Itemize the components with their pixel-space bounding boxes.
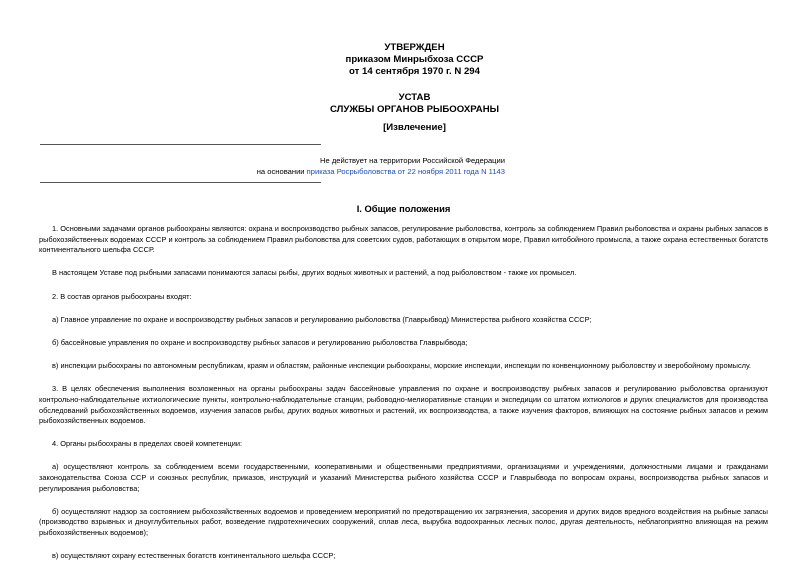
notice-prefix: на основании (256, 167, 307, 176)
paragraph: 4. Органы рыбоохраны в пределах своей компетенции: (52, 439, 243, 449)
paragraph: 3. В целях обеспечения выполнения возложенных на органы рыбоохраны задач бассейновые управления по охране и воспроизводству рыбных запасов и регулированию рыболовства организуют контрольно-наблюдательные ихтиологические пункты, контрольно-наблюдательные станции, рыбоводно-мелиоративные станции и экспедиции со штатом ихтиологов и других специалистов для производства обследований рыбохозяйственных водоемов, изучения запасов рыбы, других водных животных и растений, их воспроизводства, а также изучения факторов, влияющих на состояние рыбных запасов и режим рыбохозяйственных водоемов. (39, 384, 768, 426)
paragraph: в) осуществляют охрану естественных богатств континентального шельфа СССР; (52, 551, 336, 561)
paragraph: 1. Основными задачами органов рыбоохраны являются: охрана и воспроизводство рыбных запасов, регулирование рыболовства, контроль за соблюдением Правил рыболовства и охраны рыбных запасов в рыбохозяйственных водоемах СССР и контроль за соблюдением Правил рыболовства для советских судов, работающих в открытом море, Правил китобойного промысла, а также охрана естественных богатств континентального шельфа СССР. (39, 224, 768, 255)
paragraph: в) инспекции рыбоохраны по автономным республикам, краям и областям, районные инспекции рыбоохраны, морские инспекции, инспекции по конвенционному рыболовству и зверобойному промыслу. (52, 361, 751, 371)
section-title: I. Общие положения (356, 203, 451, 214)
paragraph: 2. В состав органов рыбоохраны входят: (52, 291, 192, 301)
notice-line-2 (245, 166, 505, 177)
divider-line (40, 144, 321, 145)
order-link[interactable]: приказа Росрыболовства от 22 ноября 2011 года N 1143 (306, 167, 505, 176)
approval-line: УТВЕРЖДЕН (384, 42, 445, 53)
extract-label: [Извлечение] (383, 122, 446, 133)
paragraph: В настоящем Уставе под рыбными запасами понимаются запасы рыбы, других водных животных и растений, а под рыболовством - также их промысел. (52, 268, 577, 278)
validity-notice (245, 155, 505, 177)
approval-block (11, 42, 807, 78)
document-body (39, 224, 768, 574)
paragraph: а) осуществляют контроль за соблюдением всеми государственными, кооперативными и общественными предприятиями, организациями и учреждениями, должностными лицами и гражданами законодательства Союза ССР и союзных республик, приказов, инструкций и указаний Министерства рыбного хозяйства СССР и Главрыбвода по вопросам охраны, воспроизводства рыбных запасов и регулирования рыболовства; (39, 462, 768, 493)
paragraph: б) бассейновые управления по охране и воспроизводству рыбных запасов и регулированию рыболовства Главрыбвода; (52, 337, 468, 347)
title-line: УСТАВ (398, 92, 431, 103)
approval-line: приказом Минрыбхоза СССР (345, 54, 484, 65)
title-line: СЛУЖБЫ ОРГАНОВ РЫБООХРАНЫ (329, 104, 500, 115)
paragraph: б) осуществляют надзор за состоянием рыбохозяйственных водоемов и проведением мероприятий по предотвращению их загрязнения, засорения и других видов вредного воздействия на рыбные запасы (производство взрывных и дноуглубительных работ, возведение гидротехнических сооружений, сплав леса, вырубка водоохранных лесных полос, другая деятельность, неблагоприятно влияющая на режим рыбохозяйственных водоемов); (39, 506, 768, 538)
notice-line: Не действует на территории Российской Федерации (320, 156, 505, 165)
approval-line: от 14 сентября 1970 г. N 294 (349, 66, 480, 77)
divider-line (40, 182, 321, 183)
document-title (11, 92, 807, 116)
paragraph: а) Главное управление по охране и воспроизводству рыбных запасов и регулированию рыболовства (Главрыбвод) Министерства рыбного хозяйства СССР; (52, 314, 592, 324)
